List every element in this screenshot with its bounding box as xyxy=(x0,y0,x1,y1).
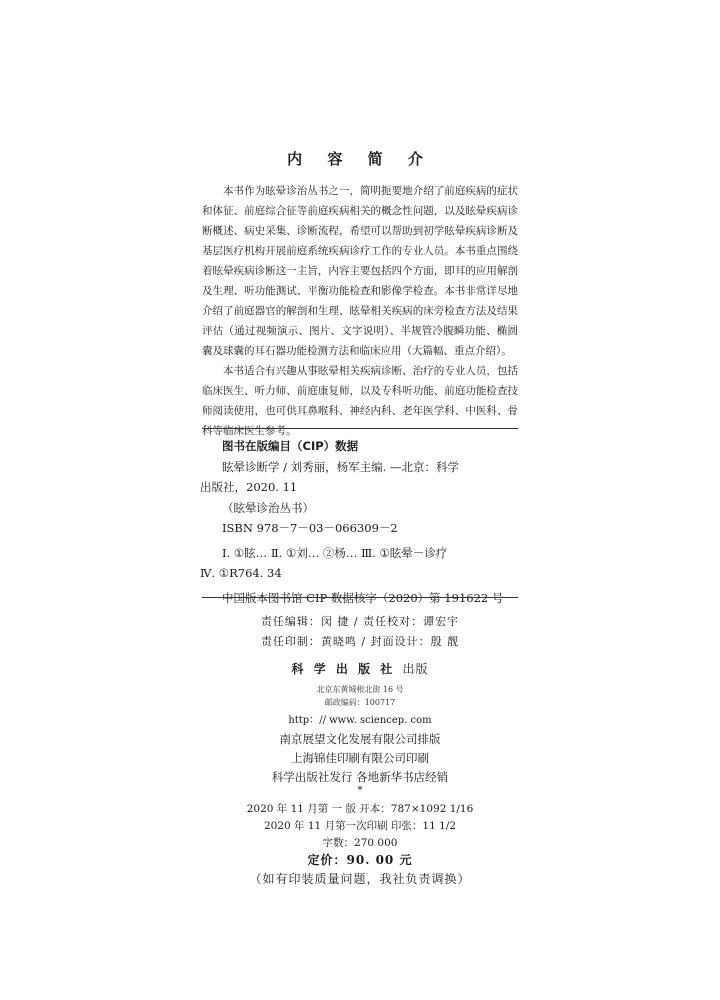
editorial-credits xyxy=(0,612,720,652)
credits-printing: 责任印制：黄晓鸣 / 封面设计：殷 靓 xyxy=(260,635,460,648)
cip-line-publisher: 出版社，2020. 11 xyxy=(200,480,298,494)
edition-line-2: 2020 年 11 月第一次印刷 印张：11 1/2 xyxy=(263,820,457,832)
separator-star: * xyxy=(357,785,363,796)
edition-line-3: 字数：270 000 xyxy=(322,837,398,849)
edition-block xyxy=(0,801,720,852)
publisher-address-block xyxy=(0,683,720,709)
edition-line-1: 2020 年 11 月第 一 版 开本：787×1092 1/16 xyxy=(246,803,474,815)
summary-paragraph-2: 本书适合有兴趣从事眩晕相关疾病诊断、治疗的专业人员，包括临床医生、听力师、前庭康复师，以及专科听功能、前庭功能检查技师阅读使用，也可供耳鼻喉科、神经内科、老年医学科、中医科、骨科等临床医生参考。 xyxy=(202,365,518,437)
publisher-postcode: 邮政编码：100717 xyxy=(324,698,396,707)
cip-bottom-divider xyxy=(202,597,518,598)
cip-top-divider xyxy=(202,428,518,429)
publisher-address: 北京东黄城根北街 16 号 xyxy=(316,685,404,694)
typeset-info: 南京展望文化发展有限公司排版 xyxy=(279,732,441,746)
cip-data-block xyxy=(200,436,518,608)
cip-line-series: （眩晕诊治丛书） xyxy=(222,500,314,515)
price: 定价：90. 00 元 xyxy=(307,853,413,867)
publisher-suffix: 出版 xyxy=(402,662,429,676)
publisher-name: 科 学 出 版 社 xyxy=(291,662,396,676)
publisher-line xyxy=(0,660,720,677)
production-block xyxy=(0,730,720,787)
cip-heading: 图书在版编目（CIP）数据 xyxy=(222,439,359,453)
cip-line-clc: Ⅳ. ①R764. 34 xyxy=(200,566,282,580)
page-title: 内 容 简 介 xyxy=(287,150,433,168)
cip-line-title: 眩晕诊断学 / 刘秀丽，杨军主编. —北京：科学 xyxy=(222,459,459,474)
cip-line-isbn: ISBN 978－7－03－066309－2 xyxy=(222,521,398,535)
cip-line-record: 中国版本图书馆 CIP 数据核字（2020）第 191622 号 xyxy=(222,590,504,605)
quality-notice: （如有印装质量问题，我社负责调换） xyxy=(249,872,471,886)
summary-paragraph-1: 本书作为眩晕诊治丛书之一，简明扼要地介绍了前庭疾病的症状和体征、前庭综合征等前庭疾病相关的概念性问题，以及眩晕疾病诊断概述、病史采集、诊断流程，希望可以帮助到初学眩晕疾病诊断及基层医疗机构开展前庭系统疾病诊疗工作的专业人员。本书重点围绕着眩晕疾病诊断这一主旨，内容主要包括四个方面，即耳的应用解剖及生理、听功能测试、平衡功能检查和影像学检查。本书非常详尽地介绍了前庭器官的解剖和生理、眩晕相关疾病的床旁检查方法及结果评估（通过视频演示、图片、文字说明）、半规管冷腹瞬功能、椭圆囊及球囊的耳石器功能检测方法和临床应用（大篇幅、重点介绍）。 xyxy=(202,185,518,357)
credits-editors: 责任编辑：闵 捷 / 责任校对：谭宏宇 xyxy=(260,615,460,628)
cip-line-classification: Ⅰ. ①眩… Ⅱ. ①刘… ②杨… Ⅲ. ①眩晕－诊疗 xyxy=(222,545,448,560)
content-summary xyxy=(202,181,518,441)
publisher-url: http：// www. sciencep. com xyxy=(288,715,432,726)
printer-info: 上海锦佳印刷有限公司印刷 xyxy=(291,751,429,765)
distribution-info: 科学出版社发行 各地新华书店经销 xyxy=(271,770,449,784)
